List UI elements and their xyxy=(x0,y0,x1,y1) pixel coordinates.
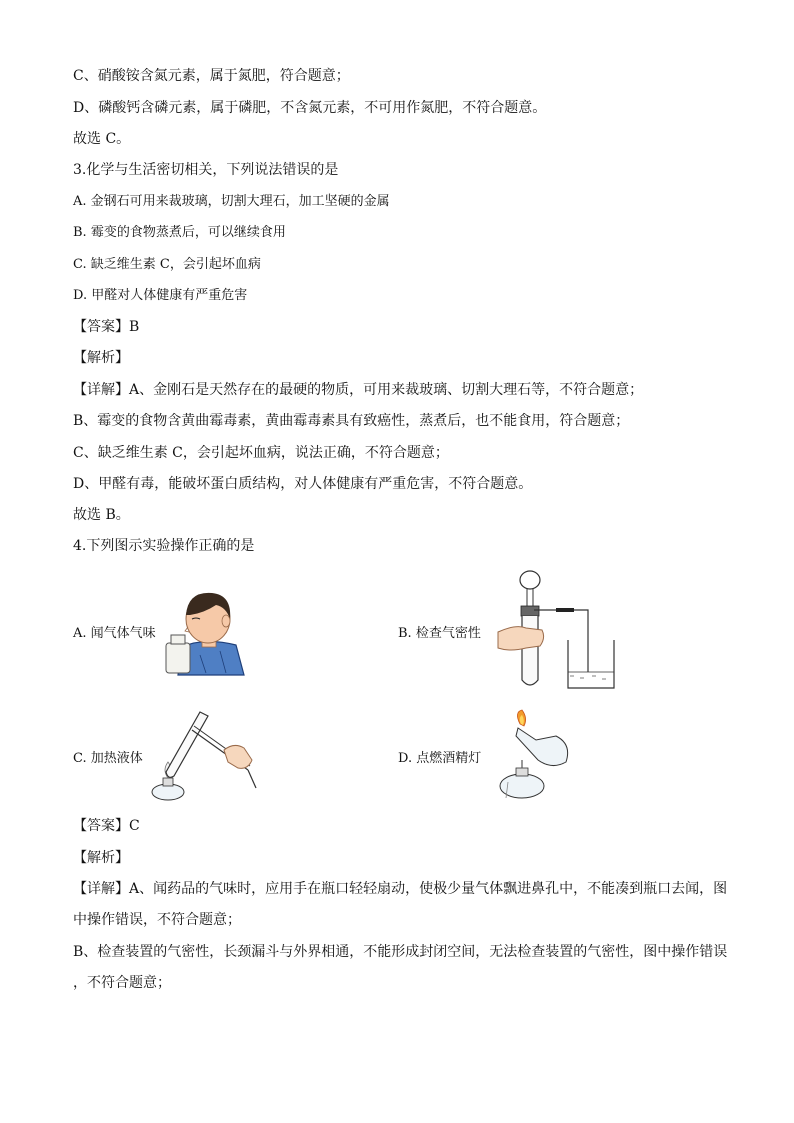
text-line: B、检查装置的气密性，长颈漏斗与外界相通，不能形成封闭空间，无法检查装置的气密性，图中操作错误 xyxy=(73,944,728,960)
smell-gas-illustration xyxy=(160,585,248,677)
text-line: 故选 C。 xyxy=(73,131,131,147)
question-3-option-b: B. 霉变的食物蒸煮后，可以继续食用 xyxy=(73,225,286,240)
answer-label: 【答案】B xyxy=(73,319,140,335)
text-line: 中操作错误，不符合题意； xyxy=(73,912,241,928)
text-line: ，不符合题意； xyxy=(73,975,171,991)
text-line: 【详解】A、金刚石是天然存在的最硬的物质，可用来裁玻璃、切割大理石等，不符合题意； xyxy=(73,382,644,398)
question-3-stem: 3.化学与生活密切相关，下列说法错误的是 xyxy=(73,162,339,178)
analysis-label: 【解析】 xyxy=(73,350,129,366)
question-3-option-d: D. 甲醛对人体健康有严重危害 xyxy=(73,288,248,303)
heat-liquid-illustration xyxy=(148,706,260,806)
text-line: C、缺乏维生素 C，会引起坏血病，说法正确，不符合题意； xyxy=(73,445,449,461)
text-line: B、霉变的食物含黄曲霉毒素，黄曲霉毒素具有致癌性，蒸煮后，也不能食用，符合题意； xyxy=(73,413,630,429)
question-4-stem: 4.下列图示实验操作正确的是 xyxy=(73,538,255,554)
text-line: D、磷酸钙含磷元素，属于磷肥，不含氮元素，不可用作氮肥，不符合题意。 xyxy=(73,100,547,116)
text-line: 故选 B。 xyxy=(73,507,130,523)
text-line: D、甲醛有毒，能破坏蛋白质结构，对人体健康有严重危害，不符合题意。 xyxy=(73,476,533,492)
airtightness-check-illustration xyxy=(496,568,618,694)
question-4-option-d: D. 点燃酒精灯 xyxy=(398,751,482,766)
question-4-option-c: C. 加热液体 xyxy=(73,751,143,766)
text-line: C、硝酸铵含氮元素，属于氮肥，符合题意； xyxy=(73,68,350,84)
question-3-option-c: C. 缺乏维生素 C，会引起坏血病 xyxy=(73,257,261,272)
question-4-option-a: A. 闻气体气味 xyxy=(73,626,156,641)
text-line: 【详解】A、闻药品的气味时，应用手在瓶口轻轻扇动，使极少量气体飘进鼻孔中，不能凑到瓶口去闻，图 xyxy=(73,881,728,897)
analysis-label: 【解析】 xyxy=(73,850,129,866)
question-3-option-a: A. 金钢石可用来裁玻璃，切割大理石，加工坚硬的金属 xyxy=(73,194,390,209)
light-alcohol-lamp-illustration xyxy=(494,710,576,802)
answer-label: 【答案】C xyxy=(73,818,140,834)
question-4-option-b: B. 检查气密性 xyxy=(398,626,481,641)
